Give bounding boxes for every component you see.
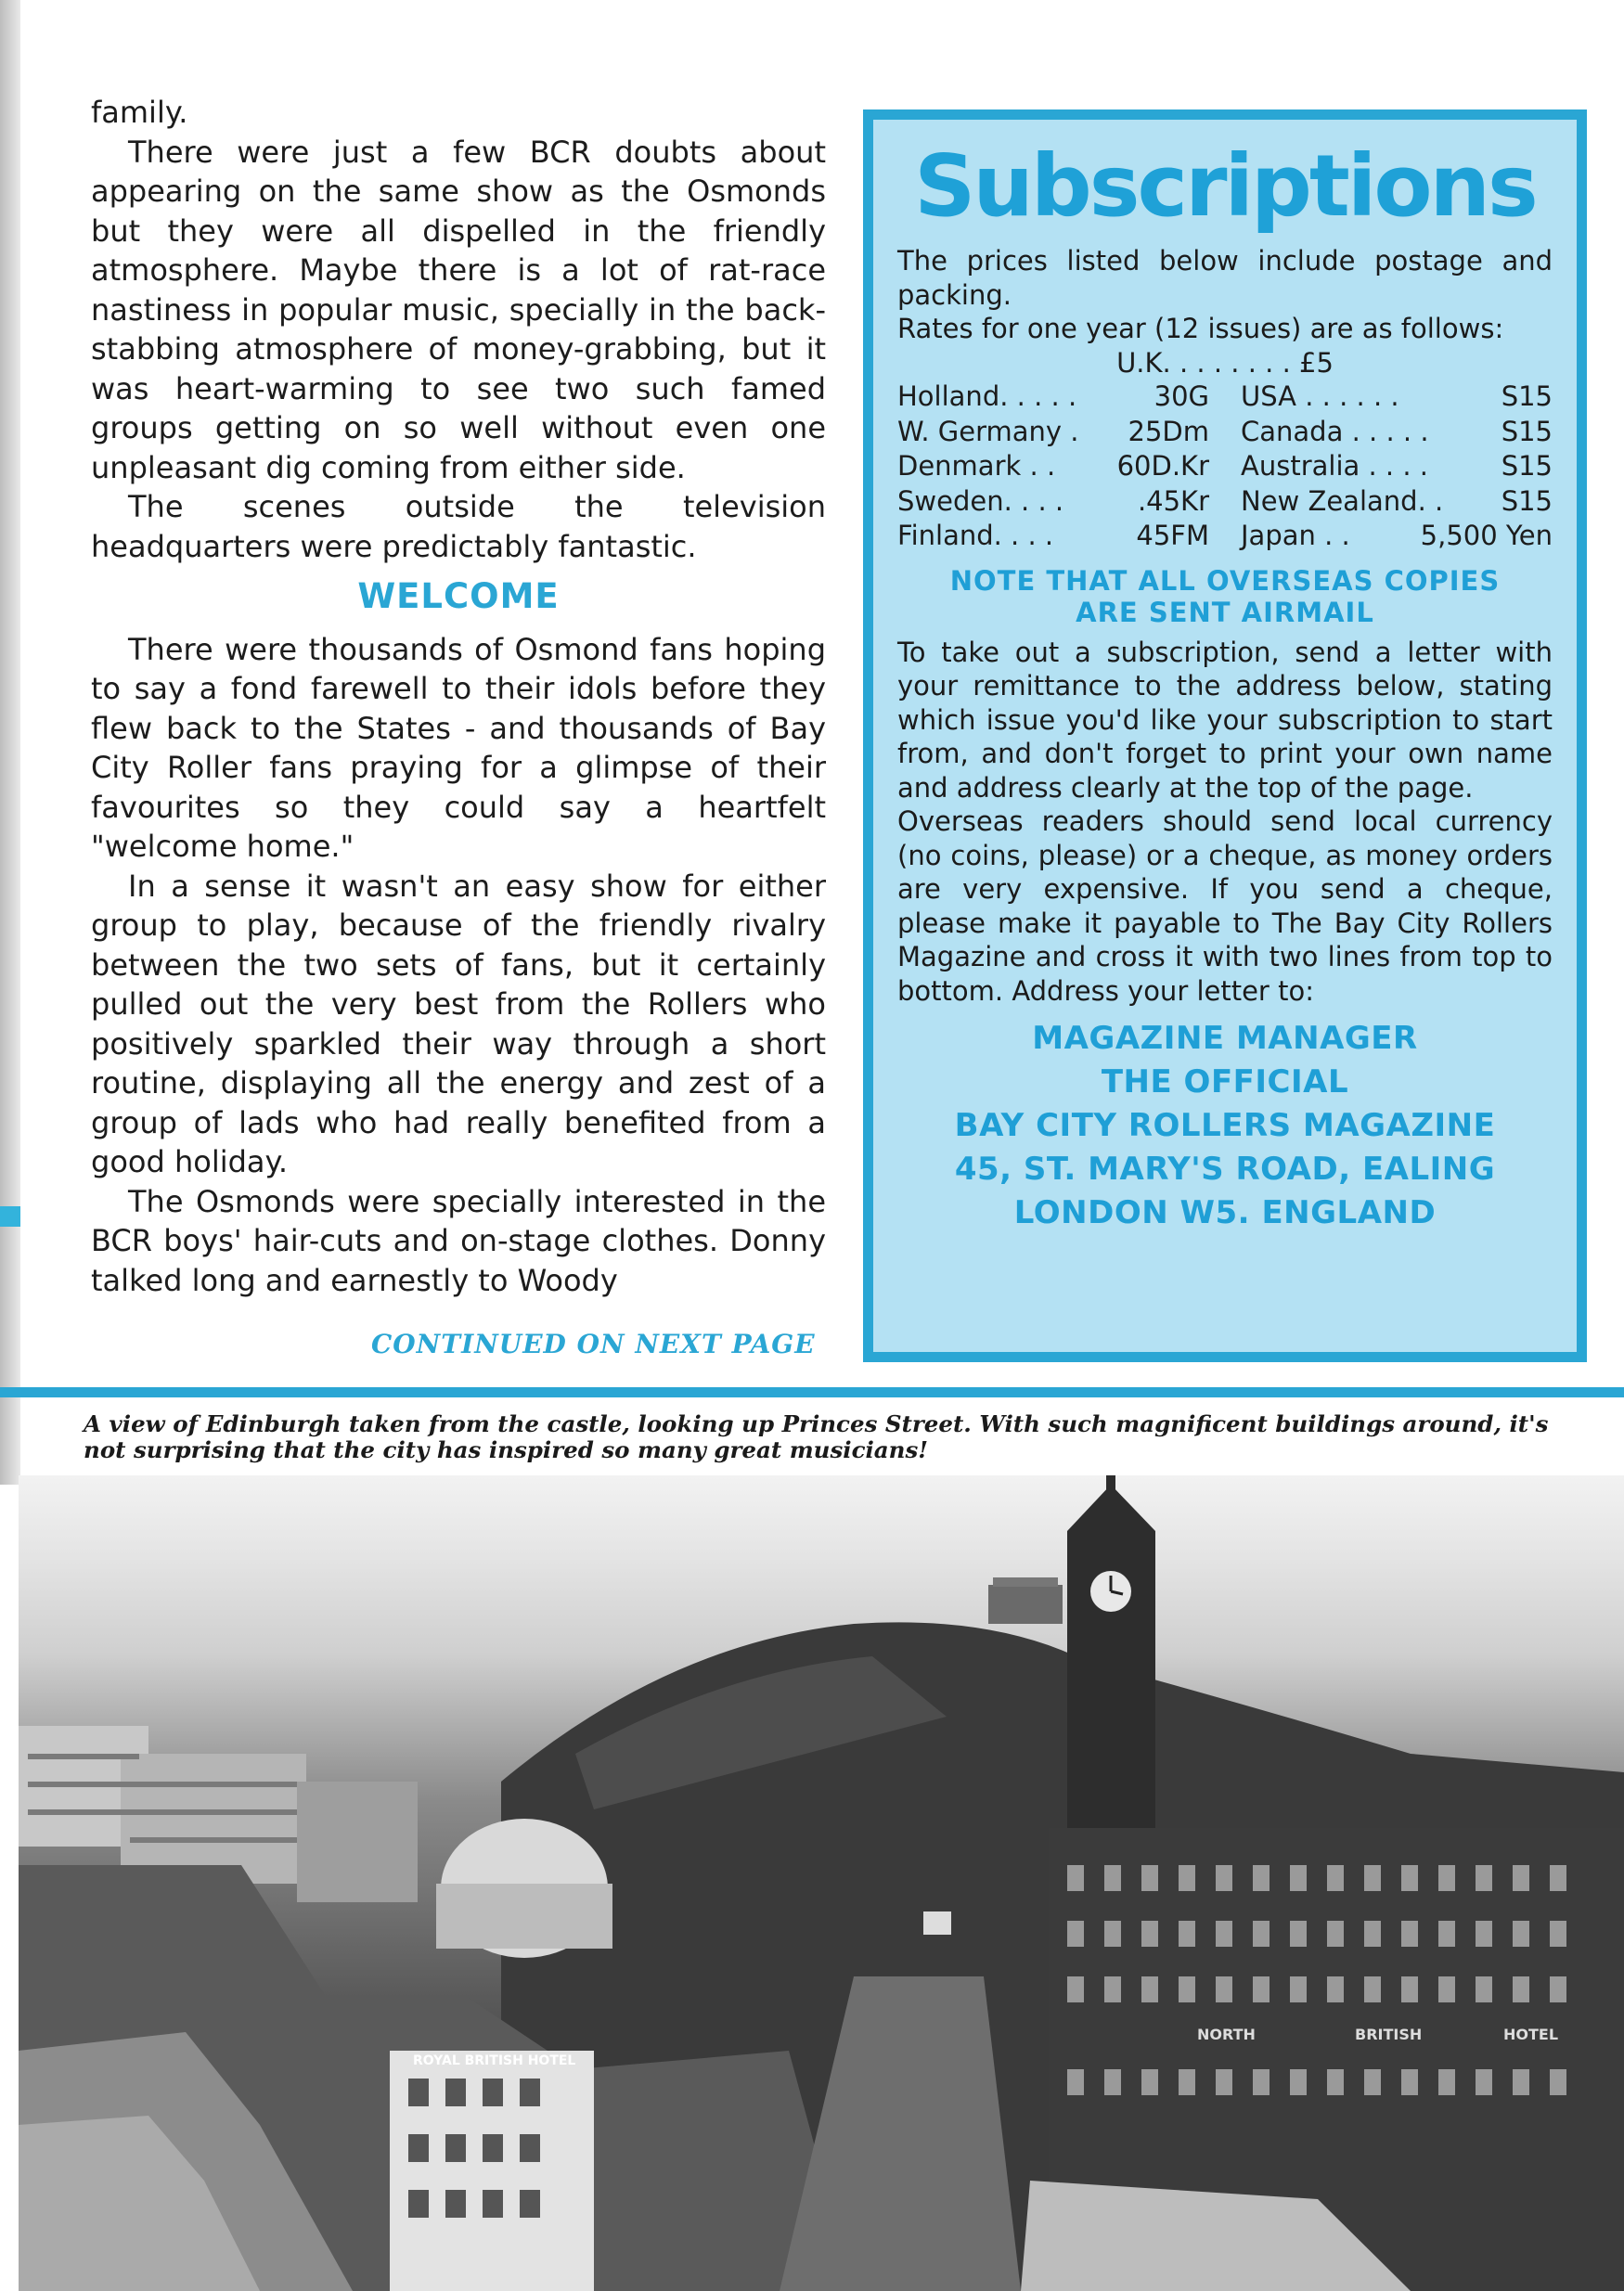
rate-row [1241, 449, 1553, 484]
subscriptions-box [863, 109, 1587, 1362]
binding-accent [0, 1206, 20, 1227]
rate-row [1241, 484, 1553, 520]
hotel-sign-british: BRITISH [1355, 2026, 1423, 2043]
rate-country: Japan . . [1241, 520, 1350, 551]
paragraph: In a sense it wasn't an easy show for either group to play, because of the friendly rivalry between the two sets of fans, but it certainly pulled out the very best from the Rollers who positively sparkled their way through a short routine, displaying all the energy and zest of a group of lads who had really benefited from a good holiday. [91, 868, 826, 1179]
rate-country: USA . . . . . . [1241, 380, 1399, 412]
rate-price: S15 [1501, 380, 1553, 412]
paragraph: The Osmonds were specially interested in the BCR boys' hair-cuts and on-stage clothes. Donny talked long and earnestly to Woody [91, 1183, 826, 1298]
address-line: LONDON W5. ENGLAND [1013, 1194, 1437, 1231]
airmail-note [897, 565, 1553, 628]
continued-note: CONTINUED ON NEXT PAGE [371, 1329, 816, 1359]
paragraph: family. [91, 95, 188, 130]
rate-row [1241, 380, 1553, 415]
rates-right-column [1241, 380, 1553, 554]
royal-british-hotel-sign: ROYAL BRITISH HOTEL [413, 2053, 576, 2068]
rate-row [897, 449, 1209, 484]
rate-price: 45FM [1136, 520, 1209, 551]
section-heading: WELCOME [357, 576, 560, 616]
address-line: MAGAZINE MANAGER [1032, 1020, 1418, 1057]
rate-price: 5,500 Yen [1420, 520, 1553, 551]
rate-price: 30G [1154, 380, 1209, 412]
rate-row [1241, 415, 1553, 450]
rate-price: S15 [1501, 415, 1553, 447]
edinburgh-skyline [19, 1475, 1624, 2291]
hotel-sign-north: NORTH [1197, 2026, 1256, 2043]
paragraph: The scenes outside the television headquarters were predictably fantastic. [91, 489, 826, 564]
edinburgh-photo [19, 1475, 1624, 2291]
address-line: BAY CITY ROLLERS MAGAZINE [954, 1107, 1496, 1144]
rate-country: Australia . . . . [1241, 450, 1429, 482]
article-column [91, 93, 826, 1300]
rate-price: 60D.Kr [1116, 450, 1209, 482]
national-monument [988, 1585, 1063, 1624]
rate-row [897, 415, 1209, 450]
address-line: 45, ST. MARY'S ROAD, EALING [954, 1151, 1496, 1188]
rate-price: .45Kr [1137, 484, 1209, 517]
mailing-address [897, 1017, 1553, 1235]
address-line: THE OFFICIAL [1101, 1063, 1349, 1100]
airmail-note-line: NOTE THAT ALL OVERSEAS COPIES [949, 564, 1501, 597]
rate-country: Canada . . . . . [1241, 415, 1429, 447]
rate-country: Sweden. . . . [897, 484, 1064, 517]
hotel-sign-hotel: HOTEL [1503, 2026, 1559, 2043]
rates-intro: Rates for one year (12 issues) are as follows: [897, 313, 1504, 344]
subscription-instructions: To take out a subscription, send a letter with your remittance to the address below, stating which issue you'd like your subscription to start from, and don't forget to print your own name and address clearly at the top of the page. [897, 636, 1553, 804]
paragraph: There were thousands of Osmond fans hoping to say a fond farewell to their idols before they flew back to the States - and thousands of Bay City Roller fans praying for a glimpse of their favourites so they could say a heartfelt "welcome home." [91, 631, 826, 864]
rate-row [897, 519, 1209, 554]
rate-country: W. Germany . [897, 415, 1079, 447]
rates-left-column [897, 380, 1209, 554]
uk-rate: U.K. . . . . . . . £5 [1116, 346, 1334, 379]
page-binding [0, 0, 20, 1485]
subscriptions-title: Subscriptions [914, 136, 1536, 236]
rate-price: S15 [1501, 450, 1553, 482]
rate-country: New Zealand. . [1241, 484, 1444, 517]
rate-row [1241, 519, 1553, 554]
rate-price: 25Dm [1128, 415, 1209, 447]
rate-country: Holland. . . . . [897, 380, 1077, 412]
rate-row [897, 380, 1209, 415]
photo-caption: A view of Edinburgh taken from the castle, looking up Princes Street. With such magnificent buildings around, it's not surprising that the city has inspired so many great musicians! [84, 1410, 1549, 1463]
subscriptions-intro: The prices listed below include postage and packing. [897, 245, 1553, 311]
airmail-note-line: ARE SENT AIRMAIL [1076, 596, 1374, 628]
paragraph: There were just a few BCR doubts about appearing on the same show as the Osmonds but they were all dispelled in the friendly atmosphere. Maybe there is a lot of rat-race nastiness in popular music, specially in the back-stabbing atmosphere of money-grabbing, but it was heart-warming to see two such famed groups getting on so well without even one unpleasant dig coming from either side. [91, 134, 826, 485]
rate-country: Finland. . . . [897, 520, 1054, 551]
rate-row [897, 484, 1209, 520]
section-divider [0, 1387, 1624, 1397]
overseas-instructions: Overseas readers should send local currency (no coins, please) or a cheque, as money orders are very expensive. If you send a cheque, please make it payable to The Bay City Rollers Magazine and cross it with two lines from top to bottom. Address your letter to: [897, 805, 1553, 1007]
rate-price: S15 [1501, 484, 1553, 517]
rates-table [897, 380, 1553, 554]
rate-country: Denmark . . [897, 450, 1056, 482]
